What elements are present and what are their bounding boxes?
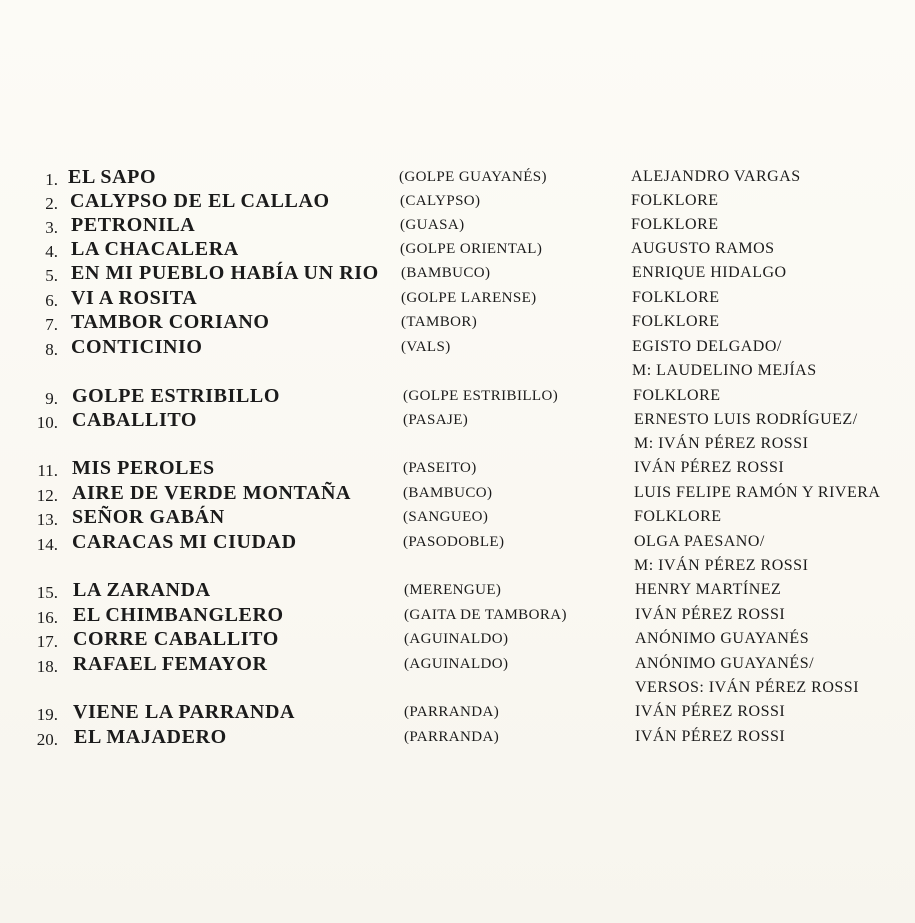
- track-genre: (BAMBUCO): [403, 485, 493, 501]
- track-title: SEÑOR GABÁN: [72, 505, 225, 529]
- track-genre: (GUASA): [400, 217, 465, 233]
- track-author-line2: M: IVÁN PÉREZ ROSSI: [634, 435, 809, 452]
- track-author: ANÓNIMO GUAYANÉS/: [635, 655, 815, 672]
- track-title: RAFAEL FEMAYOR: [73, 652, 268, 676]
- track-author: FOLKLORE: [632, 313, 720, 330]
- track-title: GOLPE ESTRIBILLO: [72, 384, 280, 408]
- track-number: 1.: [45, 170, 58, 189]
- track-number: 19.: [36, 705, 58, 724]
- track-row-continuation: [0, 360, 915, 384]
- track-genre: (SANGUEO): [403, 509, 489, 525]
- track-title: EN MI PUEBLO HABÍA UN RIO: [71, 261, 379, 285]
- track-genre: (TAMBOR): [401, 314, 478, 330]
- track-number: 10.: [36, 413, 58, 432]
- track-genre: (PASODOBLE): [403, 534, 505, 550]
- track-genre: (MERENGUE): [404, 582, 502, 598]
- track-genre: (PASAJE): [403, 412, 469, 428]
- track-author: IVÁN PÉREZ ROSSI: [635, 728, 786, 745]
- track-title: CABALLITO: [72, 408, 198, 432]
- track-author: ERNESTO LUIS RODRÍGUEZ/: [634, 411, 858, 428]
- track-title: PETRONILA: [71, 213, 196, 237]
- track-genre: (BAMBUCO): [401, 265, 491, 281]
- track-row: [0, 726, 915, 750]
- track-genre: (VALS): [401, 339, 451, 355]
- track-row: [0, 628, 915, 652]
- track-author: ANÓNIMO GUAYANÉS: [635, 630, 810, 647]
- track-author: HENRY MARTÍNEZ: [635, 581, 782, 598]
- track-author: FOLKLORE: [633, 387, 721, 404]
- track-title: EL CHIMBANGLERO: [73, 603, 284, 627]
- track-title: EL MAJADERO: [74, 725, 227, 749]
- track-number: 2.: [45, 194, 58, 213]
- track-row: [0, 287, 915, 311]
- track-genre: (PARRANDA): [404, 729, 500, 745]
- track-row-continuation: [0, 677, 915, 701]
- track-genre: (PASEITO): [403, 460, 477, 476]
- track-author: ALEJANDRO VARGAS: [631, 168, 801, 185]
- track-number: 14.: [36, 535, 58, 554]
- track-number: 12.: [36, 486, 58, 505]
- track-row: [0, 214, 915, 238]
- track-row: [0, 531, 915, 555]
- track-number: 18.: [36, 657, 58, 676]
- track-author: FOLKLORE: [631, 216, 719, 233]
- track-author-line2: VERSOS: IVÁN PÉREZ ROSSI: [635, 679, 860, 696]
- track-author: IVÁN PÉREZ ROSSI: [635, 703, 786, 720]
- track-genre: (GOLPE LARENSE): [401, 290, 537, 306]
- track-number: 3.: [45, 218, 58, 237]
- track-number: 20.: [36, 730, 58, 749]
- track-title: VI A ROSITA: [71, 286, 198, 310]
- track-row: [0, 262, 915, 286]
- track-author-line2: M: LAUDELINO MEJÍAS: [632, 362, 817, 379]
- track-genre: (GOLPE ESTRIBILLO): [403, 388, 559, 404]
- track-genre: (AGUINALDO): [404, 631, 509, 647]
- track-row: [0, 311, 915, 335]
- track-author: FOLKLORE: [632, 289, 720, 306]
- track-row: [0, 409, 915, 433]
- track-author: EGISTO DELGADO/: [632, 338, 782, 355]
- track-title: CONTICINIO: [71, 335, 203, 359]
- track-row: [0, 166, 915, 190]
- track-row: [0, 385, 915, 409]
- track-row: [0, 506, 915, 530]
- track-genre: (GAITA DE TAMBORA): [404, 607, 567, 623]
- track-row: [0, 604, 915, 628]
- track-row-continuation: [0, 555, 915, 579]
- track-title: CALYPSO DE EL CALLAO: [70, 189, 330, 213]
- track-genre: (GOLPE ORIENTAL): [400, 241, 543, 257]
- track-number: 4.: [45, 242, 58, 261]
- track-number: 6.: [45, 291, 58, 310]
- track-author: LUIS FELIPE RAMÓN Y RIVERA: [634, 484, 881, 501]
- track-number: 13.: [36, 510, 58, 529]
- track-genre: (PARRANDA): [404, 704, 500, 720]
- track-author: FOLKLORE: [631, 192, 719, 209]
- track-author: FOLKLORE: [634, 508, 722, 525]
- track-genre: (AGUINALDO): [404, 656, 509, 672]
- track-author: OLGA PAESANO/: [634, 533, 765, 550]
- track-author: AUGUSTO RAMOS: [631, 240, 775, 257]
- track-author: IVÁN PÉREZ ROSSI: [635, 606, 786, 623]
- track-title: CORRE CABALLITO: [73, 627, 279, 651]
- track-title: LA CHACALERA: [71, 237, 239, 261]
- track-author: IVÁN PÉREZ ROSSI: [634, 459, 785, 476]
- track-row: [0, 482, 915, 506]
- track-row: [0, 238, 915, 262]
- track-row: [0, 701, 915, 725]
- track-title: AIRE DE VERDE MONTAÑA: [72, 481, 352, 505]
- track-number: 17.: [36, 632, 58, 651]
- track-title: MIS PEROLES: [72, 456, 215, 480]
- track-title: TAMBOR CORIANO: [71, 310, 270, 334]
- track-row: [0, 190, 915, 214]
- track-number: 8.: [45, 340, 58, 359]
- track-number: 5.: [45, 266, 58, 285]
- track-genre: (CALYPSO): [400, 193, 481, 209]
- track-title: CARACAS MI CIUDAD: [72, 530, 297, 554]
- track-number: 11.: [37, 461, 58, 480]
- track-title: EL SAPO: [68, 165, 157, 189]
- track-number: 9.: [45, 389, 58, 408]
- track-genre: (GOLPE GUAYANÉS): [399, 169, 547, 185]
- track-number: 15.: [36, 583, 58, 602]
- track-author-line2: M: IVÁN PÉREZ ROSSI: [634, 557, 809, 574]
- track-row: [0, 653, 915, 677]
- track-row: [0, 579, 915, 603]
- track-row-continuation: [0, 433, 915, 457]
- track-author: ENRIQUE HIDALGO: [632, 264, 787, 281]
- track-title: VIENE LA PARRANDA: [73, 700, 296, 724]
- track-number: 16.: [36, 608, 58, 627]
- track-row: [0, 457, 915, 481]
- track-number: 7.: [45, 315, 58, 334]
- track-title: LA ZARANDA: [73, 578, 211, 602]
- track-row: [0, 336, 915, 360]
